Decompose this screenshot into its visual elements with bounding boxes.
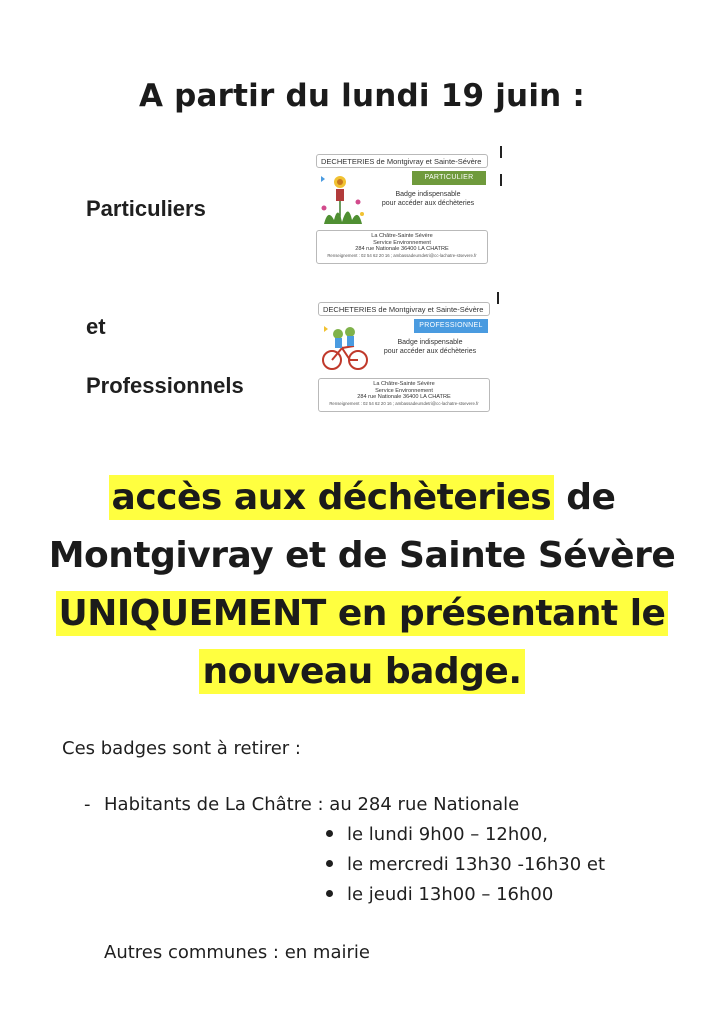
badge-type-tag: PARTICULIER [412, 171, 486, 185]
badge-address-box: La Châtre-Sainte Sévère Service Environnement 284 rue Nationale 36400 LA CHATRE Renseignement : 02 54 62 20 16 ; ambassadeursdetri@cc-lachatre-stsevere.fr [316, 230, 488, 264]
bullet-icon [326, 890, 333, 897]
tandem-bicycle-illustration [320, 320, 370, 374]
badge-address-box: La Châtre-Sainte Sévère Service Environnement 284 rue Nationale 36400 LA CHATRE Renseignement : 02 54 62 20 16 ; ambassadeursdetri@cc-lachatre-stsevere.fr [318, 378, 490, 412]
highlight-text: nouveau badge. [199, 649, 524, 694]
others-text: Autres communes : en mairie [104, 942, 370, 963]
page-title: A partir du lundi 19 juin : [138, 78, 586, 114]
scan-mark [500, 146, 502, 158]
announcement: accès aux déchèteries de Montgivray et de Sainte Sévère UNIQUEMENT en présentant le nouveau badge. [0, 474, 724, 696]
bullet-icon [326, 860, 333, 867]
label-professionnels: Professionnels [86, 373, 244, 398]
badge-professionnel-card [314, 298, 494, 418]
badge-type-tag: PROFESSIONNEL [414, 319, 488, 333]
badge-header: DECHETERIES de Montgivray et Sainte-Sévère [316, 154, 488, 168]
highlight-text: accès aux déchèteries [109, 475, 555, 520]
flower-character-illustration [318, 172, 368, 226]
badge-description: Badge indispensable pour accéder aux déchèteries [383, 339, 477, 355]
highlight-text: UNIQUEMENT en présentant le [56, 591, 669, 636]
label-et: et [86, 314, 106, 339]
intro-text: Ces badges sont à retirer : [62, 738, 301, 759]
badge-particulier-card [312, 150, 492, 270]
schedule-item: le lundi 9h00 – 12h00, [326, 824, 548, 845]
badge-description: Badge indispensable pour accéder aux déchèteries [381, 191, 475, 207]
list-dash: - [84, 794, 91, 815]
schedule-item: le jeudi 13h00 – 16h00 [326, 884, 553, 905]
label-particuliers: Particuliers [86, 196, 206, 221]
scan-mark [500, 174, 502, 186]
schedule-item: le mercredi 13h30 -16h30 et [326, 854, 605, 875]
badge-header: DECHETERIES de Montgivray et Sainte-Sévère [318, 302, 490, 316]
announcement-line: Montgivray et de Sainte Sévère [48, 535, 676, 576]
scan-mark [497, 292, 499, 304]
bullet-icon [326, 830, 333, 837]
la-chatre-text: Habitants de La Châtre : au 284 rue Nationale [104, 794, 520, 815]
